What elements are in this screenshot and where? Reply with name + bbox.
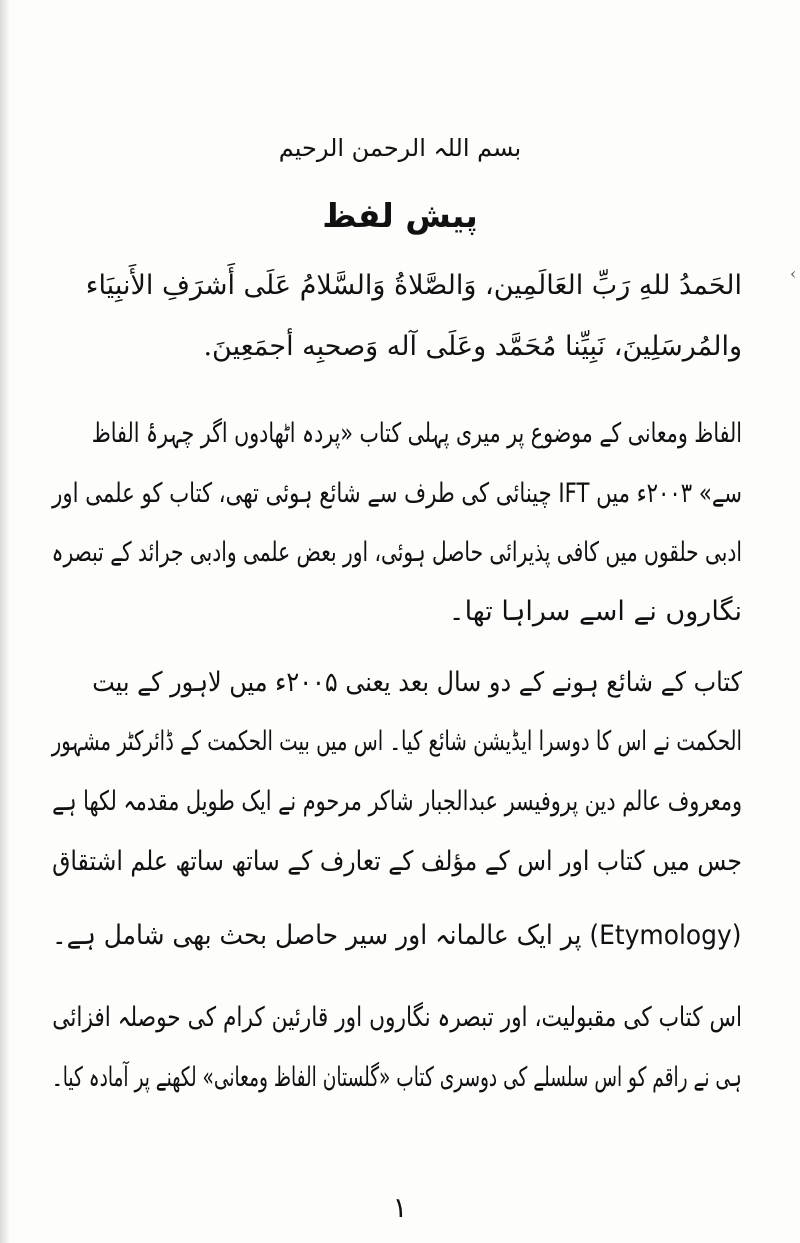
paragraph-3-line-3: ومعروف عالم دین پروفیسر عبدالجبار شاکر مرحوم نے ایک طویل مقدمہ لکھا ہے <box>52 786 743 817</box>
basmala: بسم اللہ الرحمن الرحیم <box>278 134 522 162</box>
paragraph-1-line-1: الحَمدُ للهِ رَبِّ العَالَمِين، وَالصَّلاةُ وَالسَّلامُ عَلَى أَشرَفِ الأَنبِيَاء <box>85 270 742 301</box>
edge-mark: ‹ <box>790 264 797 283</box>
paragraph-3-line-5: (Etymology) پر ایک عالمانہ اور سیر حاصل بحث بھی شامل ہے۔ <box>52 920 742 951</box>
paragraph-2-line-3: ادبی حلقوں میں کافی پذیرائی حاصل ہوئی، اور بعض علمی وادبی جرائد کے تبصرہ <box>51 537 742 568</box>
paragraph-2-line-1: الفاظ ومعانی کے موضوع پر میری پہلی کتاب «پردہ اٹھادوں اگر چہرۂ الفاظ <box>91 418 743 449</box>
page-edge-shadow <box>0 0 10 1243</box>
paragraph-4-line-2: ہی نے راقم کو اس سلسلے کی دوسری کتاب «گلستان الفاظ ومعانی» لکھنے پر آمادہ کیا۔ <box>52 1062 742 1093</box>
paragraph-2-line-2: سے» ۲۰۰۳ء میں IFT چینائی کی طرف سے شائع ہوئی تھی، کتاب کو علمی اور <box>52 478 742 509</box>
page-title: پیش لفظ <box>322 196 478 235</box>
paragraph-3-line-2: الحکمت نے اس کا دوسرا ایڈیشن شائع کیا۔ اس میں بیت الحکمت کے ڈائرکٹر مشہور <box>51 726 743 757</box>
page-number: ۱ <box>392 1191 408 1224</box>
paragraph-1-line-2: والمُرسَلِينَ، نَبِيِّنا مُحَمَّد وعَلَى آله وَصحبِه أجمَعِينَ. <box>203 331 742 362</box>
paragraph-3-line-1: کتاب کے شائع ہونے کے دو سال بعد یعنی ۲۰۰۵ء میں لاہور کے بیت <box>92 667 742 698</box>
paragraph-3-line-4: جس میں کتاب اور اس کے مؤلف کے تعارف کے ساتھ ساتھ علم اشتقاق <box>52 846 743 877</box>
paragraph-2-line-4: نگاروں نے اسے سراہا تھا۔ <box>448 596 742 627</box>
paragraph-4-line-1: اس کتاب کی مقبولیت، اور تبصرہ نگاروں اور قارئین کرام کی حوصلہ افزائی <box>52 1002 743 1033</box>
